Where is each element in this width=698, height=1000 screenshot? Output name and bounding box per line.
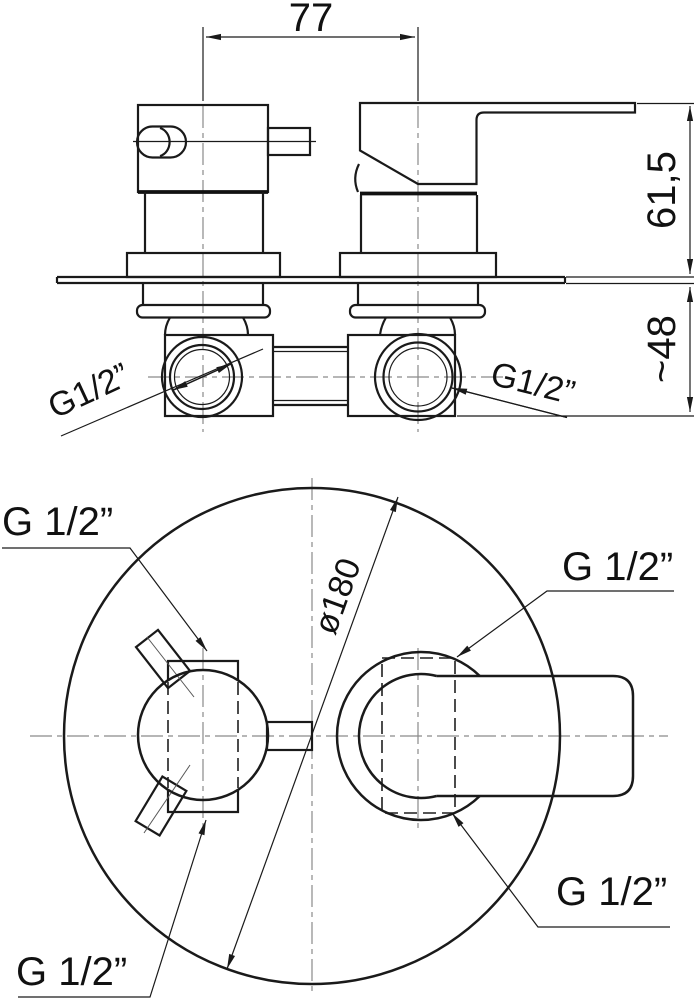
right-port-label: G1/2” <box>487 354 579 413</box>
dim-depth-value: ~48 <box>640 315 684 383</box>
diameter-value: ø180 <box>306 553 369 640</box>
dim-height-value: 61,5 <box>640 151 684 229</box>
label-bottom-left: G 1/2” <box>16 950 128 994</box>
label-top-right: G 1/2” <box>562 545 674 589</box>
dim-width-value: 77 <box>288 0 334 40</box>
left-port-label: G1/2” <box>42 355 136 427</box>
label-bottom-right: G 1/2” <box>556 870 668 914</box>
label-top-left: G 1/2” <box>2 500 114 544</box>
